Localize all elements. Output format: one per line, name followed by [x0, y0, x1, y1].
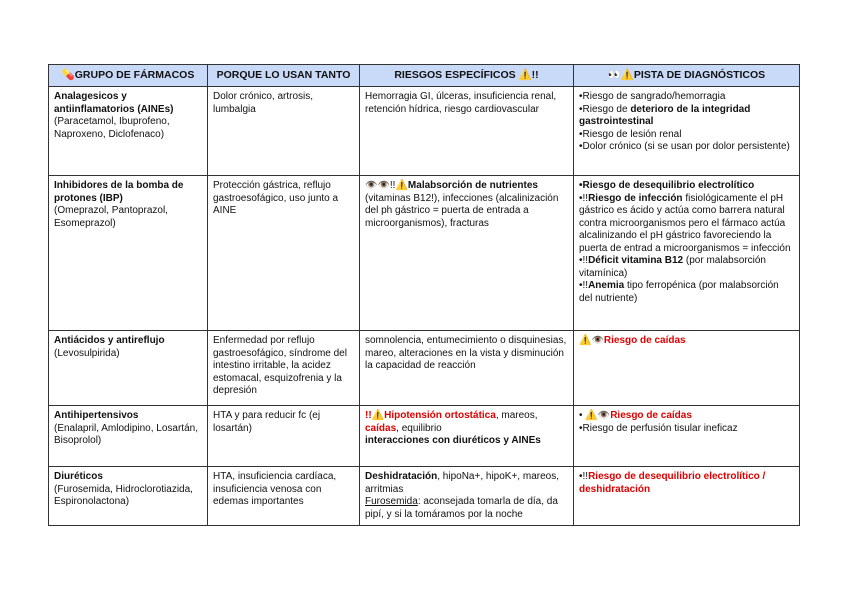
dx-red: Riesgo de caídas	[603, 335, 686, 346]
cell-group	[49, 331, 208, 406]
dx-item: • Riesgo de sangrado/hemorragia	[579, 91, 794, 104]
cell-risks: Hemorragia GI, úlceras, insuficiencia renal, retención hídrica, riesgo cardiovascular	[360, 87, 574, 176]
dx-item: • Riesgo de lesión renal	[579, 129, 794, 142]
group-name: Antihipertensivos	[54, 410, 139, 421]
group-name: Diuréticos	[54, 471, 103, 482]
cell-dx	[574, 331, 800, 406]
cell-dx	[574, 176, 800, 331]
header-pista: 👀⚠️PISTA DE DIAGNÓSTICOS	[574, 65, 800, 87]
dx-item: • Riesgo de desequilibrio electrolítico	[579, 180, 794, 193]
cell-risks: somnolencia, entumecimiento o disquinesias, mareo, alteraciones en la vista y disminución la capacidad de reacción	[360, 331, 574, 406]
warning-icons: ⚠️👁️	[582, 410, 611, 421]
header-row	[49, 65, 800, 87]
table-row-ibp	[49, 176, 800, 331]
warning-icons: 👁️👁️!!⚠️	[365, 180, 408, 191]
group-examples: (Paracetamol, Ibuprofeno, Naproxeno, Diclofenaco)	[54, 116, 170, 140]
cell-dx	[574, 406, 800, 467]
cell-uses: HTA, insuficiencia cardíaca, insuficiencia venosa con edemas importantes	[208, 467, 360, 526]
cell-group	[49, 406, 208, 467]
table-row-antiacidos	[49, 331, 800, 406]
dx-item: • Riesgo de deterioro de la integridad gastrointestinal	[579, 104, 794, 129]
cell-group	[49, 176, 208, 331]
cell-uses: Protección gástrica, reflujo gastroesofágico, uso junto a AINE	[208, 176, 360, 331]
cell-dx	[574, 467, 800, 526]
cell-risks: Deshidratación, hipoNa+, hipoK+, mareos, arritmias Furosemida: aconsejada tomarla de día, da pipí, y si la tomáramos por la noche	[360, 467, 574, 526]
warning-icons: !!⚠️	[365, 410, 385, 421]
group-name: Antiácidos y antireflujo	[54, 335, 165, 346]
table-row-diureticos	[49, 467, 800, 526]
dx-item: • !!Riesgo de desequilibrio electrolítico / deshidratación	[579, 471, 794, 496]
cell-uses: Dolor crónico, artrosis, lumbalgia	[208, 87, 360, 176]
group-examples: (Levosulpirida)	[54, 347, 120, 359]
dx-item: • !!Riesgo de infección fisiológicamente el pH gástrico es ácido y actúa como barrera natural contra microorganismos pero el fármaco actúa alcalinizando el pH gástrico favoreciendo la puerta de entrad a microorganismos = infección	[579, 193, 794, 256]
cell-risks: 👁️👁️!!⚠️Malabsorción de nutrientes (vitaminas B12!), infecciones (alcalinización del ph gástrico = puerta de entrada a microorganismos), fracturas	[360, 176, 574, 331]
header-grupo: 💊GRUPO DE FÁRMACOS	[49, 65, 208, 87]
group-name: Inhibidores de la bomba de protones (IBP)	[54, 180, 184, 204]
cell-risks: !!⚠️Hipotensión ortostática, mareos, caídas, equilibrio interacciones con diuréticos y AINEs	[360, 406, 574, 467]
cell-group	[49, 467, 208, 526]
table-row-antihipertensivos	[49, 406, 800, 467]
dx-item: • Dolor crónico (si se usan por dolor persistente)	[579, 141, 794, 154]
pharmacology-table	[48, 64, 800, 526]
header-riesgos: RIESGOS ESPECÍFICOS ⚠️!!	[360, 65, 574, 87]
table-row-aines	[49, 87, 800, 176]
group-examples: (Omeprazol, Pantoprazol, Esomeprazol)	[54, 205, 168, 229]
group-name: Analagesicos y antiinflamatorios (AINEs)	[54, 91, 174, 115]
header-porque: PORQUE LO USAN TANTO	[208, 65, 360, 87]
cell-dx	[574, 87, 800, 176]
cell-uses: HTA y para reducir fc (ej losartán)	[208, 406, 360, 467]
group-examples: (Enalapril, Amlodipino, Losartán, Bisoprolol)	[54, 422, 198, 446]
group-examples: (Furosemida, Hidroclorotiazida, Espironolactona)	[54, 483, 193, 507]
dx-item: • !!Déficit vitamina B12 (por malabsorción vitamínica)	[579, 255, 794, 280]
warning-icons: ⚠️👁️	[579, 335, 604, 346]
cell-uses: Enfermedad por reflujo gastroesofágico, síndrome del intestino irritable, la acidez estomacal, esquizofrenia y la depresión	[208, 331, 360, 406]
dx-item: • ⚠️👁️Riesgo de caídas	[579, 410, 794, 423]
dx-item: • !!Anemia tipo ferropénica (por malabsorción del nutriente)	[579, 280, 794, 305]
dx-item: • Riesgo de perfusión tisular ineficaz	[579, 423, 794, 436]
cell-group	[49, 87, 208, 176]
